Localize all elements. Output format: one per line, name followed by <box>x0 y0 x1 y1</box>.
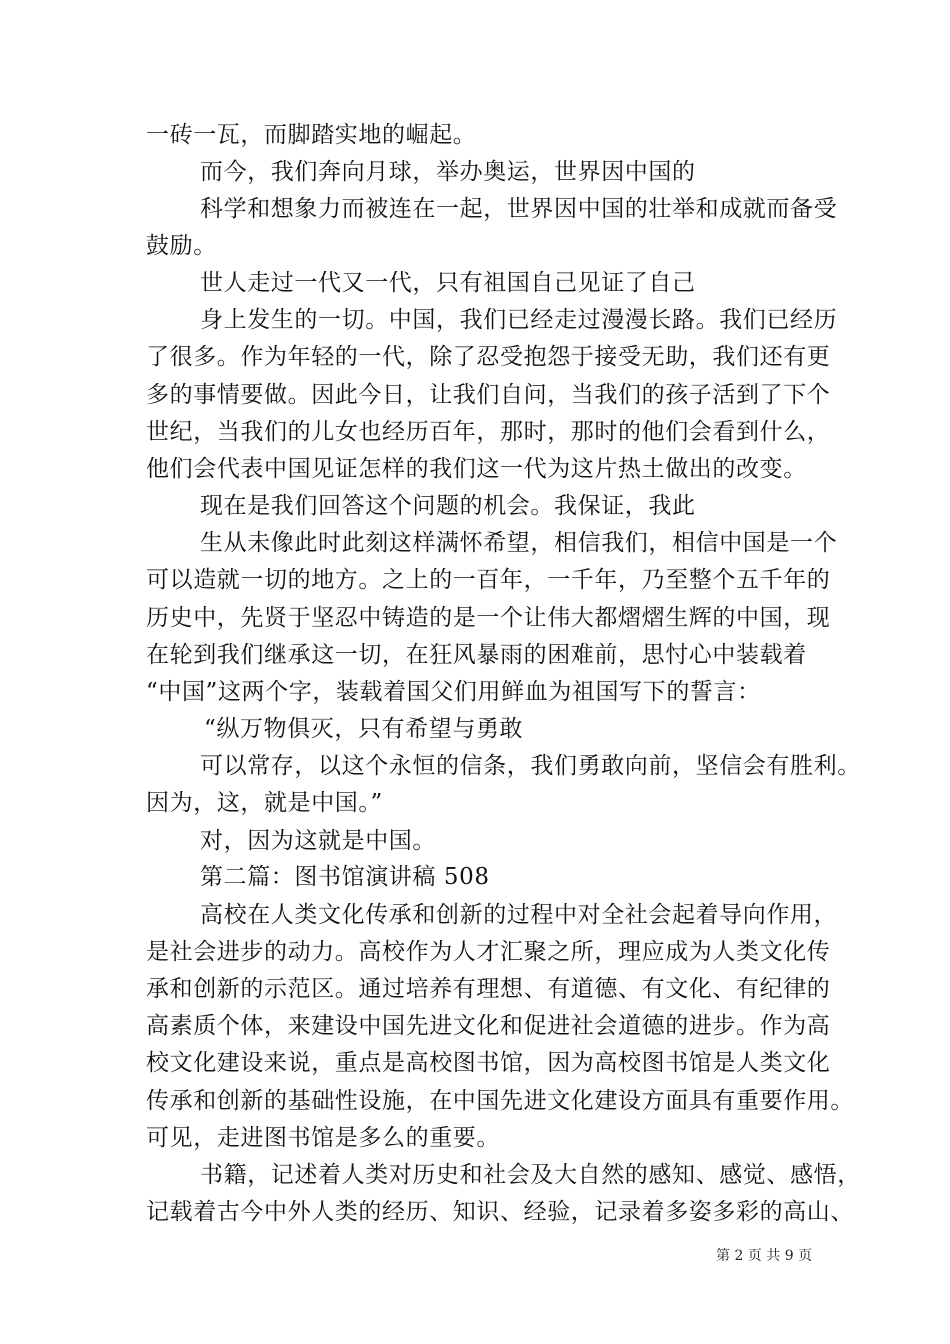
text-line: 可以常存，以这个永恒的信条，我们勇敢向前，坚信会有胜利。 <box>200 753 861 779</box>
text-line: 高校在人类文化传承和创新的过程中对全社会起着导向作用， <box>200 902 838 928</box>
text-line: 生从未像此时此刻这样满怀希望，相信我们，相信中国是一个 <box>200 530 838 556</box>
text-line: 而今，我们奔向月球，举办奥运，世界因中国的 <box>200 159 696 185</box>
text-line: 一砖一瓦，而脚踏实地的崛起。 <box>146 122 477 148</box>
text-line: 历史中，先贤于坚忍中铸造的是一个让伟大都熠熠生辉的中国，现 <box>146 605 831 631</box>
text-line: 世纪，当我们的儿女也经历百年，那时，那时的他们会看到什么， <box>146 419 831 445</box>
text-line: 记载着古今中外人类的经历、知识、经验，记录着多姿多彩的高山、 <box>146 1199 854 1225</box>
text-line: 他们会代表中国见证怎样的我们这一代为这片热土做出的改变。 <box>146 456 807 482</box>
section-heading: 第二篇：图书馆演讲稿 508 <box>200 864 490 890</box>
text-line: 身上发生的一切。中国，我们已经走过漫漫长路。我们已经历 <box>200 307 838 333</box>
text-line: 因为，这，就是中国。” <box>146 790 383 816</box>
text-line: 可见，走进图书馆是多么的重要。 <box>146 1125 500 1151</box>
text-line: 了很多。作为年轻的一代，除了忍受抱怨于接受无助，我们还有更 <box>146 344 831 370</box>
text-line: 鼓励。 <box>146 233 217 259</box>
text-line: 承和创新的示范区。通过培养有理想、有道德、有文化、有纪律的 <box>146 976 831 1002</box>
page-number: 第 2 页 共 9 页 <box>716 1248 813 1264</box>
text-line: 世人走过一代又一代，只有祖国自己见证了自己 <box>200 270 696 296</box>
text-line: 是社会进步的动力。高校作为人才汇聚之所，理应成为人类文化传 <box>146 939 831 965</box>
text-line: 现在是我们回答这个问题的机会。我保证，我此 <box>200 493 696 519</box>
text-line: “中国”这两个字，装载着国父们用鲜血为祖国写下的誓言： <box>146 679 761 705</box>
text-line: 多的事情要做。因此今日，让我们自问，当我们的孩子活到了下个 <box>146 382 831 408</box>
text-line: 高素质个体，来建设中国先进文化和促进社会道德的进步。作为高 <box>146 1013 831 1039</box>
text-line: 对，因为这就是中国。 <box>200 828 436 854</box>
text-line: 可以造就一切的地方。之上的一百年，一千年，乃至整个五千年的 <box>146 567 831 593</box>
text-line: 在轮到我们继承这一切，在狂风暴雨的困难前，思忖心中装载着 <box>146 642 807 668</box>
text-line: 书籍，记述着人类对历史和社会及大自然的感知、感觉、感悟， <box>200 1162 861 1188</box>
text-line: 科学和想象力而被连在一起，世界因中国的壮举和成就而备受 <box>200 196 838 222</box>
text-line: 传承和创新的基础性设施，在中国先进文化建设方面具有重要作用。 <box>146 1088 854 1114</box>
text-line: “纵万物俱灭，只有希望与勇敢 <box>204 716 524 742</box>
text-line: 校文化建设来说，重点是高校图书馆，因为高校图书馆是人类文化 <box>146 1050 831 1076</box>
